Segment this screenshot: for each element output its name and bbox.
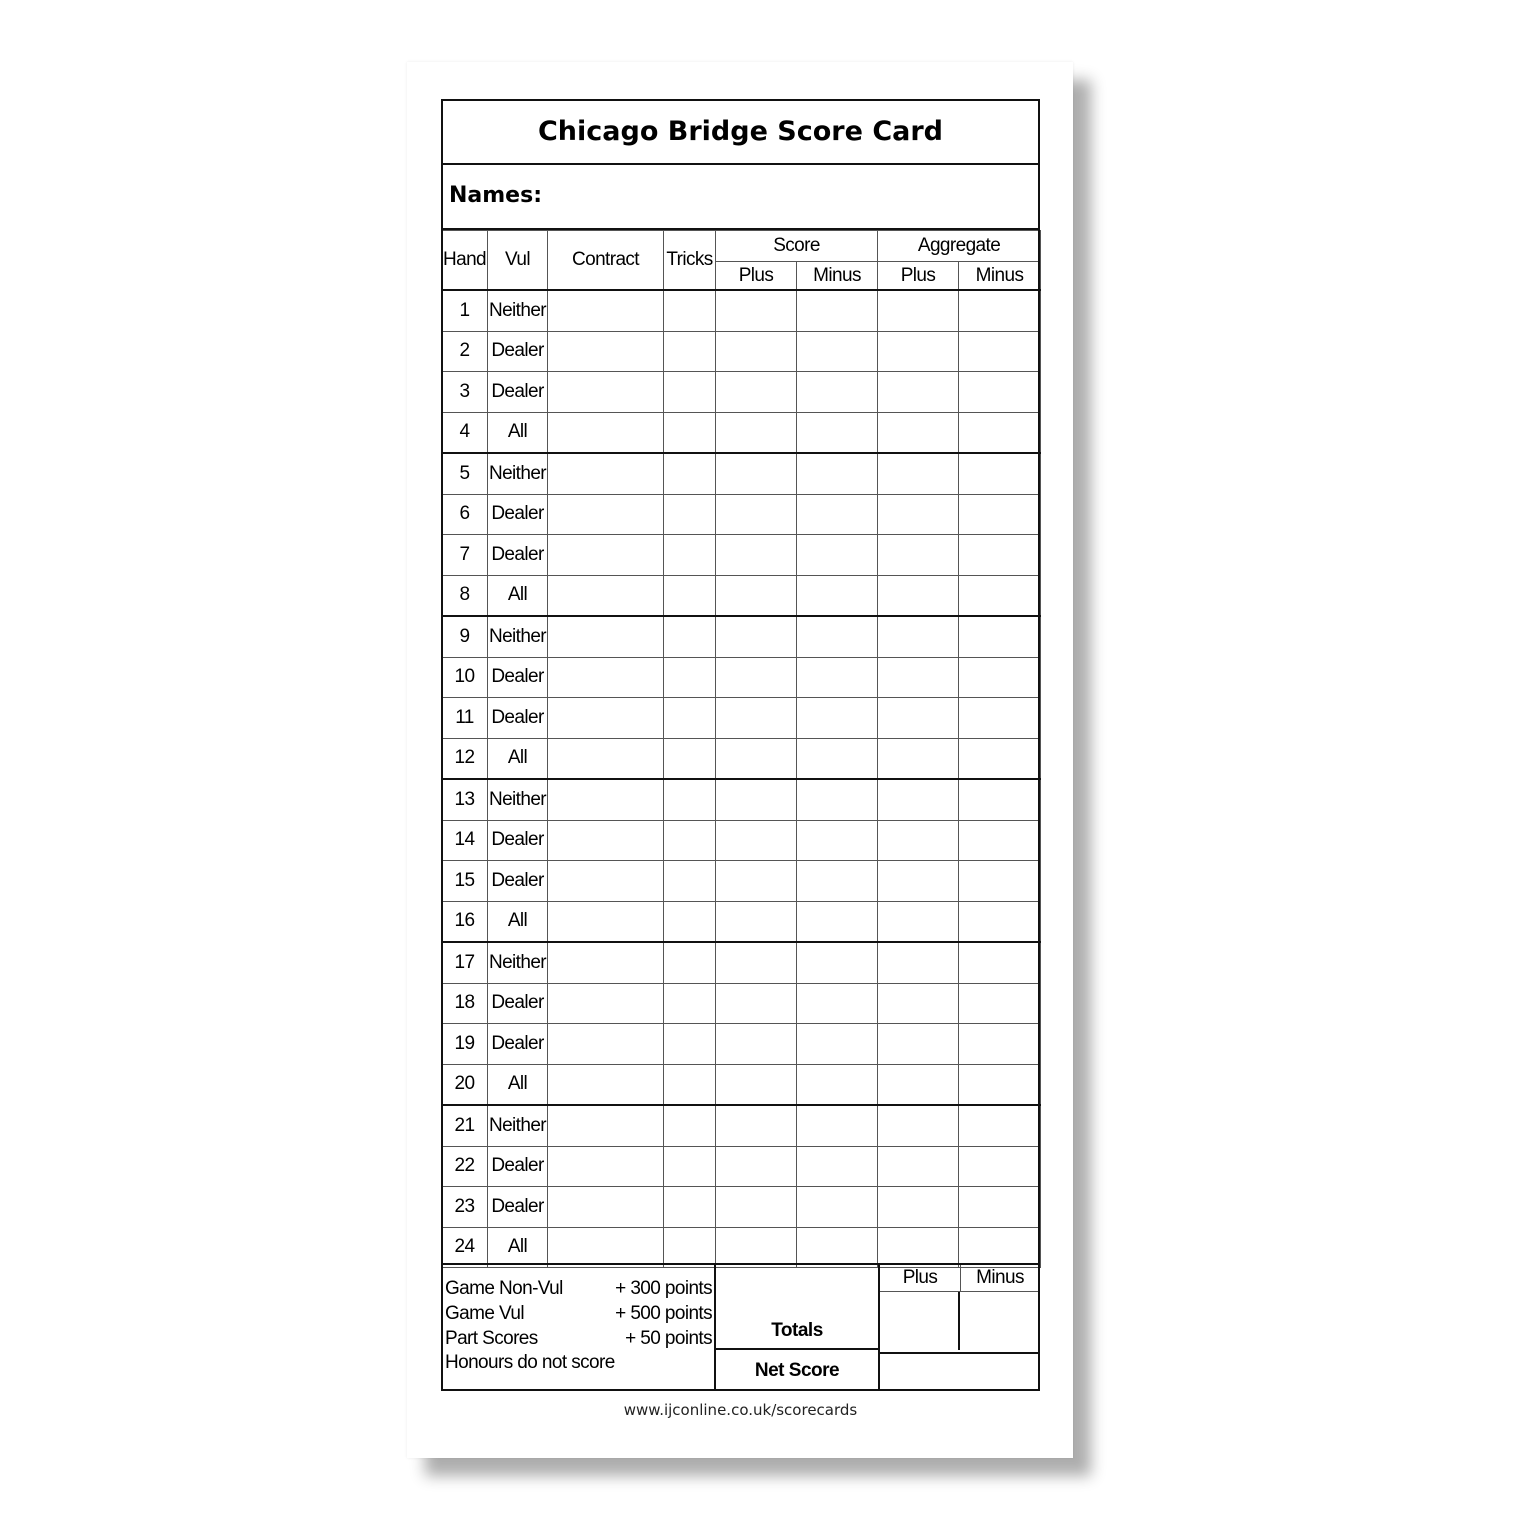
hand-cell: 10 xyxy=(442,657,488,698)
note-label: Honours do not score xyxy=(445,1352,615,1373)
hand-cell: 20 xyxy=(442,1064,488,1105)
note-label: Game Non-Vul xyxy=(445,1278,563,1299)
header-aggregate-plus: Plus xyxy=(878,262,959,291)
note-value: + 500 points xyxy=(615,1303,712,1324)
hand-cell: 5 xyxy=(442,453,488,494)
note-label: Game Vul xyxy=(445,1303,524,1324)
vul-cell: Dealer xyxy=(488,535,548,576)
vul-cell: All xyxy=(488,412,548,453)
hand-cell: 21 xyxy=(442,1105,488,1146)
hand-cell: 7 xyxy=(442,535,488,576)
vul-cell: Neither xyxy=(488,616,548,657)
hand-cell: 4 xyxy=(442,412,488,453)
hand-cell: 6 xyxy=(442,494,488,535)
hand-cell: 24 xyxy=(442,1227,488,1268)
vul-cell: Dealer xyxy=(488,1146,548,1187)
header-hand: Hand xyxy=(442,231,488,291)
vul-cell: Neither xyxy=(488,779,548,820)
vul-cell: All xyxy=(488,901,548,942)
header-tricks: Tricks xyxy=(664,231,716,291)
vul-cell: All xyxy=(488,738,548,779)
vul-cell: All xyxy=(488,575,548,616)
header-score-minus: Minus xyxy=(797,262,878,291)
totals-label: Totals xyxy=(771,1320,823,1341)
hand-cell: 12 xyxy=(442,738,488,779)
vul-cell: Neither xyxy=(488,1105,548,1146)
totals-plus-header: Plus xyxy=(880,1265,961,1292)
hand-cell: 9 xyxy=(442,616,488,657)
totals-minus-header: Minus xyxy=(960,1265,1040,1292)
vul-cell: Dealer xyxy=(488,861,548,902)
vul-cell: Neither xyxy=(488,290,548,331)
vul-cell: Neither xyxy=(488,453,548,494)
vul-cell: All xyxy=(488,1227,548,1268)
vul-cell: Neither xyxy=(488,942,548,983)
vul-cell: Dealer xyxy=(488,820,548,861)
header-aggregate: Aggregate xyxy=(878,231,1041,262)
note-label: Part Scores xyxy=(445,1328,538,1349)
vul-cell: Dealer xyxy=(488,331,548,372)
hand-cell: 2 xyxy=(442,331,488,372)
vul-cell: Dealer xyxy=(488,1187,548,1228)
hand-cell: 3 xyxy=(442,372,488,413)
vul-cell: Dealer xyxy=(488,1024,548,1065)
vul-cell: Dealer xyxy=(488,698,548,739)
hand-cell: 17 xyxy=(442,942,488,983)
vul-cell: All xyxy=(488,1064,548,1105)
hand-cell: 23 xyxy=(442,1187,488,1228)
net-score-label: Net Score xyxy=(754,1359,840,1381)
hand-cell: 14 xyxy=(442,820,488,861)
hand-cell: 11 xyxy=(442,698,488,739)
hand-cell: 8 xyxy=(442,575,488,616)
note-value: + 50 points xyxy=(625,1328,712,1349)
hand-cell: 15 xyxy=(442,861,488,902)
hand-cell: 13 xyxy=(442,779,488,820)
note-value: + 300 points xyxy=(615,1278,712,1299)
vul-cell: Dealer xyxy=(488,372,548,413)
header-score-plus: Plus xyxy=(716,262,797,291)
header-aggregate-minus: Minus xyxy=(959,262,1041,291)
hand-cell: 16 xyxy=(442,901,488,942)
names-label: Names: xyxy=(449,183,542,208)
header-contract: Contract xyxy=(548,231,664,291)
vul-cell: Dealer xyxy=(488,983,548,1024)
vul-cell: Dealer xyxy=(488,657,548,698)
card-border xyxy=(441,99,1040,1391)
hand-cell: 1 xyxy=(442,290,488,331)
footer-url: www.ijconline.co.uk/scorecards xyxy=(623,1401,858,1419)
card-title: Chicago Bridge Score Card xyxy=(441,99,1040,165)
header-vul: Vul xyxy=(488,231,548,291)
vul-cell: Dealer xyxy=(488,494,548,535)
hand-cell: 22 xyxy=(442,1146,488,1187)
header-score: Score xyxy=(716,231,878,262)
hand-cell: 19 xyxy=(442,1024,488,1065)
hand-cell: 18 xyxy=(442,983,488,1024)
